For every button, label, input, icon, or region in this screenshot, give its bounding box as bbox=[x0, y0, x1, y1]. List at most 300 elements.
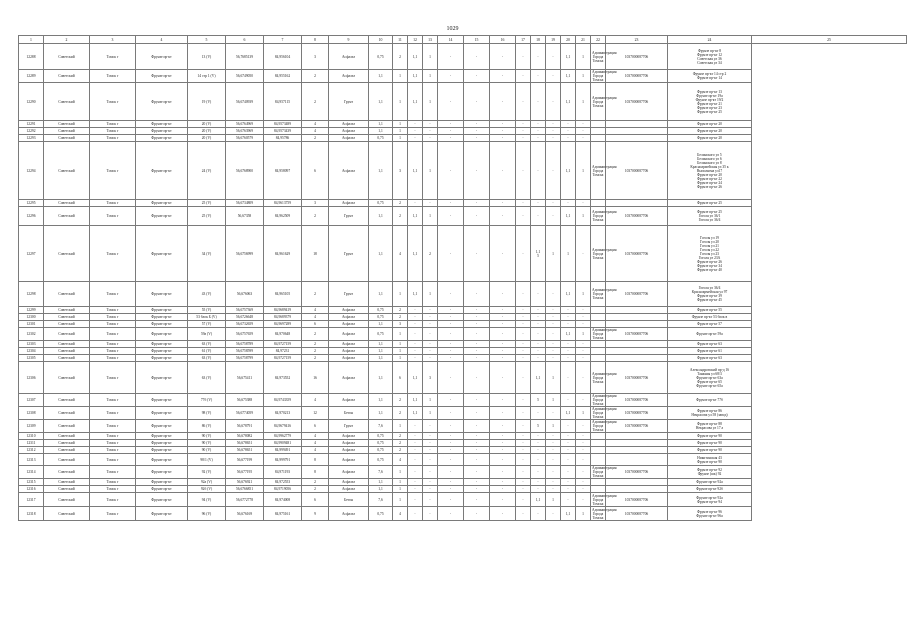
table-cell: - bbox=[546, 486, 561, 493]
table-cell: - bbox=[516, 362, 531, 394]
table-cell: Администрация Города Томска bbox=[592, 493, 617, 506]
table-cell: Фрунзе пр-кт 90 bbox=[668, 447, 752, 454]
table-cell: 86 (V) bbox=[188, 420, 226, 433]
table-cell: 63 (V) bbox=[188, 355, 226, 362]
table-cell: - bbox=[576, 355, 591, 362]
table-cell: 3 bbox=[423, 362, 438, 394]
table-cell: - bbox=[438, 440, 464, 447]
table-cell: - bbox=[408, 355, 423, 362]
header-cell: 12 bbox=[408, 36, 423, 44]
table-cell: 56,677199 bbox=[226, 454, 264, 466]
table-cell: Администрация Города Томска bbox=[591, 282, 606, 307]
table-cell: - bbox=[490, 142, 516, 200]
table-cell: 1 bbox=[546, 362, 561, 394]
table-cell: 0,75 bbox=[369, 507, 393, 521]
table-cell: 25 (V) bbox=[188, 207, 226, 226]
table-cell: - bbox=[516, 200, 531, 207]
table-cell: - bbox=[576, 200, 591, 207]
table-cell: - bbox=[516, 486, 531, 493]
table-row bbox=[19, 282, 907, 307]
table-cell: 56,676063 bbox=[226, 282, 264, 307]
table-cell: 56,676169 bbox=[226, 507, 264, 521]
table-row bbox=[19, 507, 907, 521]
table-cell: Фрунзе пр-кт bbox=[136, 362, 188, 394]
table-cell: - bbox=[490, 407, 516, 420]
table-cell: 2 bbox=[302, 70, 329, 83]
table-cell: 92б (V) bbox=[188, 486, 226, 493]
table-cell: - bbox=[561, 321, 576, 328]
table-cell: 1 bbox=[393, 328, 408, 341]
table-cell: - bbox=[516, 493, 531, 507]
table-cell: Фрунзе пр-кт bbox=[136, 355, 188, 362]
table-cell: Асфальт bbox=[329, 328, 369, 341]
table-cell: Советский bbox=[44, 348, 90, 355]
table-cell: - bbox=[423, 355, 438, 362]
table-row bbox=[19, 341, 907, 348]
table-cell: - bbox=[561, 466, 576, 479]
table-cell: 1,1 bbox=[369, 83, 393, 121]
table-cell bbox=[606, 341, 668, 348]
register-table bbox=[18, 35, 907, 521]
table-cell: Асфальт bbox=[329, 447, 369, 454]
table-cell: Советский bbox=[44, 479, 90, 486]
header-cell: 19 bbox=[546, 36, 561, 44]
table-cell: 12297 bbox=[19, 226, 44, 282]
table-cell: 4 bbox=[393, 454, 408, 466]
table-row bbox=[19, 70, 907, 83]
table-cell: 3 bbox=[393, 142, 408, 200]
table-cell: 12316 bbox=[19, 486, 44, 493]
table-cell: 12313 bbox=[19, 454, 44, 466]
table-cell: - bbox=[531, 70, 546, 83]
table-cell: 84,9573489 bbox=[264, 121, 302, 128]
table-cell: - bbox=[576, 128, 591, 135]
table-cell: - bbox=[464, 447, 490, 454]
table-cell: 1037000087706 bbox=[606, 466, 668, 479]
table-cell: - bbox=[423, 348, 438, 355]
table-cell: - bbox=[423, 321, 438, 328]
table-cell: - bbox=[546, 135, 561, 142]
table-cell: Советский bbox=[44, 355, 90, 362]
table-cell: - bbox=[561, 486, 576, 493]
table-cell: 1 bbox=[576, 507, 591, 521]
table-cell: 57 (V) bbox=[188, 321, 226, 328]
table-cell: 12298 bbox=[19, 282, 44, 307]
table-cell: - bbox=[464, 328, 490, 341]
table-cell: Томск г bbox=[90, 420, 136, 433]
table-cell bbox=[591, 447, 606, 454]
table-cell: Советский bbox=[44, 83, 90, 121]
table-row bbox=[19, 321, 907, 328]
table-cell: 59а (V) bbox=[188, 328, 226, 341]
table-cell: - bbox=[531, 200, 546, 207]
table-cell: - bbox=[561, 394, 576, 407]
table-cell bbox=[606, 200, 668, 207]
table-cell: 56,6758799 bbox=[226, 355, 264, 362]
table-cell: 1037000087706 bbox=[606, 142, 668, 200]
table-cell: - bbox=[576, 493, 591, 507]
table-cell: Администрация Города Томска bbox=[591, 83, 606, 121]
table-cell: - bbox=[438, 226, 464, 282]
table-cell: Асфальт bbox=[329, 507, 369, 521]
table-cell: Бетон bbox=[329, 407, 369, 420]
table-cell: - bbox=[464, 433, 490, 440]
table-cell: - bbox=[531, 407, 546, 420]
table-cell: - bbox=[516, 454, 531, 466]
table-cell: 12293 bbox=[19, 135, 44, 142]
table-cell: Фрунзе пр-кт bbox=[136, 407, 188, 420]
table-cell: 12 bbox=[302, 407, 329, 420]
table-cell: - bbox=[464, 507, 490, 521]
table-cell: 55 (V) bbox=[188, 307, 226, 314]
table-cell: 1 bbox=[576, 328, 591, 341]
table-cell: Томск г bbox=[90, 466, 136, 479]
table-cell: - bbox=[490, 128, 516, 135]
table-cell: 1,1 5 bbox=[531, 226, 546, 282]
table-cell: Томск г bbox=[90, 307, 136, 314]
table-cell: 56,6764969 bbox=[226, 121, 264, 128]
table-cell bbox=[606, 440, 668, 447]
table-cell: Фрунзе пр-кт bbox=[136, 440, 188, 447]
table-cell: Томск г bbox=[90, 507, 136, 521]
table-cell: - bbox=[408, 135, 423, 142]
table-cell: 84,957115 bbox=[264, 83, 302, 121]
table-cell: 84,9689419 bbox=[264, 307, 302, 314]
table-cell: - bbox=[531, 142, 546, 200]
table-cell: - bbox=[423, 486, 438, 493]
table-cell bbox=[606, 314, 668, 321]
table-cell: Асфальт bbox=[329, 44, 369, 70]
table-cell: Фрунзе пр-кт bbox=[136, 135, 188, 142]
table-cell: 19 (V) bbox=[188, 83, 226, 121]
table-cell: Фрунзе пр-кт bbox=[136, 307, 188, 314]
table-cell: Советский bbox=[44, 282, 90, 307]
table-cell bbox=[606, 355, 668, 362]
table-cell: Фрунзе пр-кт 92а bbox=[668, 479, 752, 486]
table-cell: Фрунзе пр-кт 96 Фрунзе пр-кт 96а bbox=[668, 507, 752, 521]
table-cell: Томск г bbox=[90, 321, 136, 328]
table-cell: 56,6734809 bbox=[226, 200, 264, 207]
table-cell: 1 bbox=[576, 282, 591, 307]
table-cell: Фрунзе пр-кт 8 Фрунзе пр-кт 12 Советская ул 36 Советская ул 34 bbox=[668, 44, 752, 70]
table-row bbox=[19, 128, 907, 135]
header-cell: 18 bbox=[531, 36, 546, 44]
table-cell: 12291 bbox=[19, 121, 44, 128]
table-cell: 1,1 bbox=[408, 207, 423, 226]
table-cell: 84,970648 bbox=[264, 328, 302, 341]
header-cell: 6 bbox=[226, 36, 264, 44]
table-cell: 12292 bbox=[19, 128, 44, 135]
table-cell: - bbox=[490, 479, 516, 486]
table-cell: - bbox=[516, 507, 531, 521]
table-cell: Фрунзе пр-кт bbox=[136, 142, 188, 200]
table-cell bbox=[591, 433, 606, 440]
table-cell: Фрунзе пр-кт 59а bbox=[668, 328, 752, 341]
page-number: 1029 bbox=[446, 26, 459, 32]
table-cell: 1 bbox=[393, 83, 408, 121]
table-cell: 1037000087706 bbox=[606, 407, 668, 420]
table-cell: - bbox=[516, 70, 531, 83]
table-cell: - bbox=[531, 341, 546, 348]
table-cell: 0,75 bbox=[369, 200, 393, 207]
table-cell: 84,955162 bbox=[264, 70, 302, 83]
table-cell: 56,677195 bbox=[226, 466, 264, 479]
table-cell: Фрунзе пр-кт bbox=[136, 454, 188, 466]
table-cell bbox=[591, 440, 606, 447]
table-cell: - bbox=[408, 328, 423, 341]
table-cell: 90 (V) bbox=[188, 447, 226, 454]
table-cell: - bbox=[576, 394, 591, 407]
table-cell: Советский bbox=[44, 341, 90, 348]
table-cell: - bbox=[561, 348, 576, 355]
table-cell: 56,678791 bbox=[226, 420, 264, 433]
table-cell: 2 bbox=[302, 486, 329, 493]
table-cell: - bbox=[516, 447, 531, 454]
table-cell: - bbox=[531, 479, 546, 486]
table-cell: 1037000087706 bbox=[606, 328, 668, 341]
table-cell: 20 (V) bbox=[188, 121, 226, 128]
table-cell: 4 bbox=[302, 314, 329, 321]
table-cell: Фрунзе пр-кт 92 Фрунзе (шк) 92 bbox=[668, 466, 752, 479]
table-cell: - bbox=[464, 226, 490, 282]
table-row bbox=[19, 314, 907, 321]
table-cell: Администрация Города Томска bbox=[592, 407, 617, 419]
table-cell: 1,1 bbox=[408, 362, 423, 394]
table-cell: 1,1 bbox=[369, 479, 393, 486]
table-cell: - bbox=[546, 328, 561, 341]
table-cell: - bbox=[531, 314, 546, 321]
table-cell: Томск г bbox=[90, 362, 136, 394]
table-cell: - bbox=[561, 479, 576, 486]
table-cell: Администрация Города Томска bbox=[592, 466, 617, 478]
table-cell: - bbox=[490, 44, 516, 70]
table-cell: Фрунзе пр-кт 92а Фрунзе пр-кт 94 bbox=[668, 493, 752, 507]
table-cell bbox=[591, 307, 606, 314]
table-cell: 0,75 bbox=[369, 433, 393, 440]
table-cell: 12290 bbox=[19, 83, 44, 121]
table-cell: 1037000087706 bbox=[606, 70, 668, 83]
table-cell: - bbox=[531, 348, 546, 355]
table-cell: - bbox=[408, 314, 423, 321]
table-cell: - bbox=[490, 200, 516, 207]
table-cell: - bbox=[561, 454, 576, 466]
table-cell: - bbox=[408, 433, 423, 440]
table-cell: 1 bbox=[576, 142, 591, 200]
table-cell: - bbox=[490, 70, 516, 83]
table-cell: - bbox=[423, 200, 438, 207]
table-cell: 56,678651 bbox=[226, 440, 264, 447]
table-cell: Томск г bbox=[90, 355, 136, 362]
table-cell: 56,6756999 bbox=[226, 226, 264, 282]
table-cell: - bbox=[464, 200, 490, 207]
table-cell: Белинского ул 5 Белинского ул 6 Белинского ул 8 Красноармейская ул 35 к Выполнена ул17 Фрунзе пр-кт 20 Фрунзе пр-кт 22 Фрунзе пр-кт 24 Фрунзе пр-кт 26 bbox=[668, 142, 752, 200]
table-cell: 1 bbox=[423, 394, 438, 407]
table-cell: - bbox=[490, 486, 516, 493]
table-cell: Томск г bbox=[90, 207, 136, 226]
table-cell: 0,75 bbox=[369, 454, 393, 466]
table-cell: 1,1 bbox=[561, 282, 576, 307]
table-cell: 1037000087706 bbox=[606, 362, 668, 394]
table-cell: 84,973552 bbox=[264, 362, 302, 394]
table-cell: 2 bbox=[423, 226, 438, 282]
table-cell: - bbox=[408, 341, 423, 348]
table-cell: - bbox=[516, 466, 531, 479]
table-row bbox=[19, 440, 907, 447]
table-cell: - bbox=[576, 226, 591, 282]
table-cell: 2 bbox=[393, 314, 408, 321]
table-cell: - bbox=[438, 282, 464, 307]
table-cell: - bbox=[464, 135, 490, 142]
table-cell: - bbox=[546, 433, 561, 440]
table-cell: 2 bbox=[393, 307, 408, 314]
table-cell: 1,1 bbox=[408, 142, 423, 200]
table-cell: - bbox=[408, 420, 423, 433]
table-row bbox=[19, 466, 907, 479]
table-cell: - bbox=[438, 207, 464, 226]
table-cell: Советский bbox=[44, 328, 90, 341]
table-cell: 56,6757369 bbox=[226, 307, 264, 314]
table-cell: - bbox=[408, 440, 423, 447]
table-cell: - bbox=[438, 142, 464, 200]
table-cell: 56,676921 bbox=[226, 479, 264, 486]
table-cell: - bbox=[546, 282, 561, 307]
table-cell: Фрунзе пр-кт bbox=[136, 348, 188, 355]
table-cell: Александровский пр-д 16 Таяжная ул 68/3 Фрунзе пр-кт 63а Фрунзе пр-кт 65 Фрунзе пр-кт 65а bbox=[668, 362, 752, 394]
table-cell: 1 bbox=[393, 341, 408, 348]
table-cell: - bbox=[490, 493, 516, 507]
table-cell: Фрунзе пр-кт bbox=[136, 314, 188, 321]
table-cell: - bbox=[546, 341, 561, 348]
table-cell: 1 bbox=[423, 407, 438, 420]
table-cell: - bbox=[576, 447, 591, 454]
table-cell: - bbox=[464, 493, 490, 507]
table-cell: - bbox=[531, 447, 546, 454]
table-cell: 12310 bbox=[19, 433, 44, 440]
table-row bbox=[19, 493, 907, 507]
table-cell: 56,6763969 bbox=[226, 128, 264, 135]
table-cell: - bbox=[576, 479, 591, 486]
table-cell: - bbox=[423, 433, 438, 440]
table-cell: - bbox=[546, 479, 561, 486]
table-cell: - bbox=[464, 348, 490, 355]
table-cell: - bbox=[516, 83, 531, 121]
table-cell: - bbox=[490, 447, 516, 454]
table-cell: 1 bbox=[393, 486, 408, 493]
table-cell: - bbox=[516, 226, 531, 282]
table-cell: Фрунзе пр-кт 55 bbox=[668, 307, 752, 314]
table-cell: - bbox=[438, 121, 464, 128]
table-cell: 1 bbox=[423, 44, 438, 70]
table-cell: Фрунзе пр-кт bbox=[136, 486, 188, 493]
table-cell: - bbox=[576, 454, 591, 466]
table-cell: Асфальт bbox=[329, 135, 369, 142]
header-cell: 11 bbox=[393, 36, 408, 44]
table-cell: - bbox=[531, 321, 546, 328]
table-cell: Фрунзе пр-кт bbox=[136, 44, 188, 70]
table-cell: Советский bbox=[44, 493, 90, 507]
table-cell: 84,999491 bbox=[264, 447, 302, 454]
table-cell: 2 bbox=[302, 341, 329, 348]
table-cell: - bbox=[516, 394, 531, 407]
table-cell: - bbox=[438, 486, 464, 493]
table-cell: - bbox=[576, 307, 591, 314]
table-cell: 1 bbox=[393, 121, 408, 128]
table-cell: 84,9719056 bbox=[264, 486, 302, 493]
table-cell: 0,75 bbox=[369, 307, 393, 314]
table-cell: - bbox=[438, 362, 464, 394]
table-cell: 1,1 bbox=[561, 328, 576, 341]
table-row bbox=[19, 307, 907, 314]
table-cell: 2 bbox=[393, 44, 408, 70]
table-cell: - bbox=[464, 207, 490, 226]
table-cell: - bbox=[576, 486, 591, 493]
table-cell: 84,970213 bbox=[264, 407, 302, 420]
table-cell: - bbox=[438, 200, 464, 207]
table-cell: - bbox=[438, 135, 464, 142]
table-cell: - bbox=[423, 341, 438, 348]
table-cell: 12311 bbox=[19, 440, 44, 447]
table-cell: Советский bbox=[44, 70, 90, 83]
table-cell: - bbox=[490, 314, 516, 321]
table-cell: Администрация Города Томска bbox=[592, 420, 617, 432]
table-cell: - bbox=[546, 466, 561, 479]
table-cell: 1,1 bbox=[531, 493, 546, 507]
table-cell: - bbox=[408, 128, 423, 135]
table-cell: 56,6772778 bbox=[226, 493, 264, 507]
table-cell: - bbox=[464, 128, 490, 135]
table-cell: Фрунзе пр-кт 63 bbox=[668, 341, 752, 348]
table-cell: Асфальт bbox=[329, 348, 369, 355]
header-cell: 25 bbox=[752, 36, 907, 44]
table-cell: - bbox=[464, 307, 490, 314]
header-cell: 23 bbox=[606, 36, 668, 44]
table-cell: 12317 bbox=[19, 493, 44, 507]
table-cell: 4 bbox=[393, 226, 408, 282]
table-cell: 84,965105 bbox=[264, 282, 302, 307]
table-cell: 0,75 bbox=[369, 135, 393, 142]
header-cell: 24 bbox=[668, 36, 752, 44]
table-cell: 3 bbox=[302, 44, 329, 70]
table-cell: - bbox=[438, 507, 464, 521]
table-cell: Асфальт bbox=[329, 479, 369, 486]
table-cell: Фрунзе пр-кт 86 Некрасова ул 58 (завод) bbox=[668, 407, 752, 420]
table-cell: Асфальт bbox=[329, 466, 369, 479]
table-cell: Администрация Города Томска bbox=[592, 394, 617, 406]
table-cell: 13 (V) bbox=[188, 44, 226, 70]
table-cell: - bbox=[464, 407, 490, 420]
table-cell: 12307 bbox=[19, 394, 44, 407]
table-cell: Фрунзе пр-кт 53 блок в bbox=[668, 314, 752, 321]
table-cell: - bbox=[576, 321, 591, 328]
table-cell: Фрунзе пр-кт bbox=[136, 466, 188, 479]
table-cell: 1,1 bbox=[561, 407, 576, 420]
table-cell: Фрунзе пр-кт 88 Некрасова ул 17 а bbox=[668, 420, 752, 433]
table-cell: - bbox=[490, 226, 516, 282]
table-cell: 1,1 bbox=[369, 226, 393, 282]
table-cell: Томск г bbox=[90, 83, 136, 121]
table-cell: - bbox=[546, 142, 561, 200]
table-cell: - bbox=[464, 321, 490, 328]
table-cell: Советский bbox=[44, 121, 90, 128]
table-row bbox=[19, 394, 907, 407]
table-cell: 1 bbox=[576, 70, 591, 83]
table-cell: 1037000087706 bbox=[606, 420, 668, 433]
table-cell: Фрунзе пр-кт 13 Фрунзе пр-кт 19а Фрунзе пр-кт 19/2 Фрунзе пр-кт 21 Фрунзе пр-кт 23 Фрунзе пр-кт 25 bbox=[668, 83, 752, 121]
table-cell: 56,6766851 bbox=[226, 486, 264, 493]
table-row bbox=[19, 207, 907, 226]
table-cell: - bbox=[464, 466, 490, 479]
table-cell: - bbox=[531, 128, 546, 135]
